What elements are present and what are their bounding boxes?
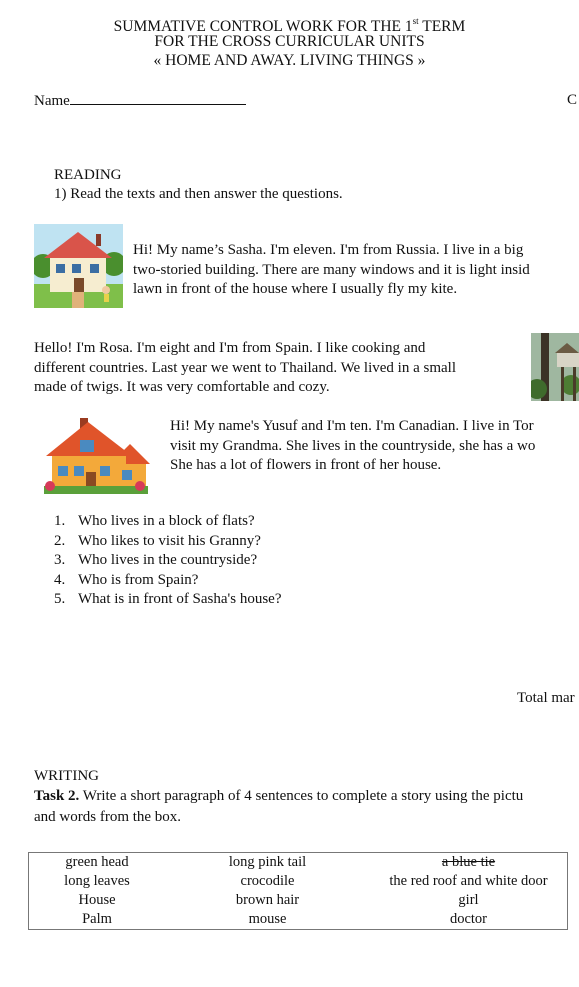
word-box <box>28 852 568 930</box>
question-text: Who lives in the countryside? <box>78 552 258 569</box>
name-blank-line[interactable] <box>70 91 246 105</box>
title-term-text: TERM <box>418 18 466 35</box>
sasha-text-line-2: two-storied building. There are many windows and it is light insid <box>133 261 530 278</box>
question-text: Who is from Spain? <box>78 571 199 588</box>
word-cell: the red roof and white door <box>389 873 548 889</box>
word-cell: green head <box>65 854 129 870</box>
word-box-row <box>29 872 568 891</box>
right-cut-letter: C <box>567 92 578 108</box>
word-box-row <box>29 891 568 910</box>
question-number: 4. <box>54 571 66 588</box>
word-cell: mouse <box>248 911 287 927</box>
question-number: 3. <box>54 552 66 569</box>
country-cottage-picture <box>40 416 152 496</box>
word-cell: long leaves <box>64 873 130 889</box>
question-number: 2. <box>54 532 66 549</box>
question-item <box>54 590 282 610</box>
two-storey-house-picture <box>34 224 123 308</box>
sasha-text-line-1: Hi! My name’s Sasha. I'm eleven. I'm from Russia. I live in a big <box>133 242 524 258</box>
word-cell: doctor <box>449 911 488 927</box>
word-box-row <box>29 853 568 873</box>
word-cell: long pink tail <box>228 854 307 870</box>
yusuf-text-line-3: She has a lot of flowers in front of her house. <box>170 457 442 473</box>
word-cell: Palm <box>82 911 112 927</box>
sasha-text-line-3: lawn in front of the house where I usually fly my kite. <box>133 281 458 297</box>
word-cell: girl <box>458 892 479 908</box>
title-superscript: st <box>412 16 419 26</box>
question-text: Who likes to visit his Granny? <box>78 532 261 549</box>
title-line-3: « HOME AND AWAY. LIVING THINGS » <box>153 52 426 69</box>
word-cell: House <box>78 892 116 908</box>
question-number: 5. <box>54 591 66 608</box>
questions-list <box>54 512 282 610</box>
name-field <box>34 91 246 111</box>
sasha-text <box>133 241 579 300</box>
total-marks: Total mar <box>517 690 575 706</box>
task-label: Task 2. <box>34 788 80 804</box>
yusuf-text-line-2: visit my Grandma. She lives in the countryside, she has a wo <box>170 437 536 454</box>
question-number: 1. <box>54 513 66 529</box>
task-text: Write a short paragraph of 4 sentences to complete a story using the pictu <box>79 788 524 804</box>
writing-heading: WRITING <box>34 768 99 784</box>
reading-heading: READING <box>54 167 122 183</box>
word-box-row <box>29 910 568 930</box>
tree-house-picture <box>531 333 579 401</box>
title-line-2: FOR THE CROSS CURRICULAR UNITS <box>154 33 425 50</box>
title-main-text: SUMMATIVE CONTROL WORK FOR THE 1 <box>113 18 413 35</box>
writing-task-line-1 <box>34 787 579 806</box>
question-item <box>54 571 282 591</box>
reading-instruction: 1) Read the texts and then answer the questions. <box>54 186 343 202</box>
question-text: What is in front of Sasha's house? <box>78 591 282 608</box>
question-text: Who lives in a block of flats? <box>78 513 255 529</box>
word-cell: crocodile <box>240 873 295 889</box>
yusuf-text <box>170 417 579 476</box>
rosa-text-line-3: made of twigs. It was very comfortable and cozy. <box>34 379 330 395</box>
word-cell: brown hair <box>235 892 300 908</box>
rosa-text <box>34 339 524 398</box>
rosa-text-line-1: Hello! I'm Rosa. I'm eight and I'm from Spain. I like cooking and <box>34 340 426 356</box>
name-label: Name <box>34 93 70 109</box>
yusuf-text-line-1: Hi! My name's Yusuf and I'm ten. I'm Canadian. I live in Tor <box>170 418 534 434</box>
question-item <box>54 532 282 552</box>
question-item <box>54 512 282 532</box>
writing-task-line-2: and words from the box. <box>34 809 182 825</box>
question-item <box>54 551 282 571</box>
word-cell-struck: a blue tie <box>441 854 496 870</box>
rosa-text-line-2: different countries. Last year we went to Thailand. We lived in a small <box>34 359 456 376</box>
